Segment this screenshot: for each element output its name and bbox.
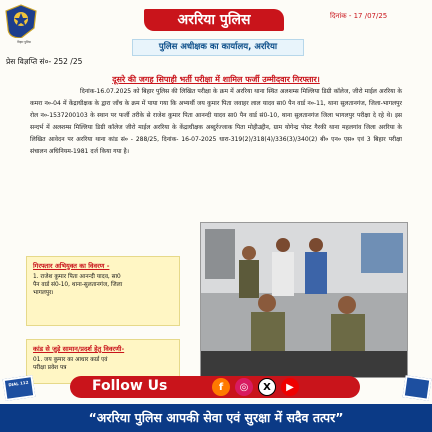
bihar-police-logo-icon	[4, 4, 38, 38]
footer	[0, 374, 432, 432]
arrest-photo	[200, 222, 408, 378]
seized-line: परीक्षा प्रवेश पत्र	[33, 365, 67, 371]
page-title: अररिया पुलिस	[144, 9, 284, 31]
police-badge-icon	[403, 375, 432, 400]
seized-heading: कांड से जुड़े सामान/प्रदर्श हेतु विवरणी-	[33, 345, 125, 353]
youtube-icon[interactable]: ▶	[281, 378, 299, 396]
arrested-details-box	[26, 256, 180, 326]
seized-line: 01. जय कुमार का आधार कार्ड एवं	[33, 357, 108, 363]
dial-112-badge: DIAL 112	[3, 375, 36, 401]
headline: दूसरे की जगह सिपाही भर्ती परीक्षा में शामिल फर्जी उम्मीदवार गिरफ्तार।	[112, 75, 320, 84]
x-icon[interactable]: X	[258, 378, 276, 396]
office-banner: पुलिस अधीक्षक का कार्यालय, अररिया	[132, 39, 304, 56]
facebook-icon[interactable]: f	[212, 378, 230, 396]
logo-caption: बिहार पुलिस	[17, 40, 31, 44]
arrested-line: पैन वार्ड सं0-10, थाना-सुलतानगंज, जिला	[33, 282, 123, 288]
press-body	[30, 86, 402, 158]
slogan: “अररिया पुलिस आपकी सेवा एवं सुरक्षा में सदैव तत्पर”	[0, 404, 432, 432]
press-body-paragraph: दिनांक-16.07.2025 को बिहार पुलिस की लिखित परीक्षा के क्रम में अररिया थाना स्थित अलशम्स मिल्लिया डिग्री कॉलेज, जीरो माईल अररिया के कमरा न०-04 में केंद्राधीक्षक के द्वारा जाँच के क्रम में पाया गया कि अभ्यर्थी जय कुमार पिता जवाहर लाल यादव सा0 पैन वार्ड न०-11, थाना सुलतानगंज, जिला-भागलपुर रोल न०-1537200103 के स्थान पर फर्जी तरीके से राजेश कुमार पिता आनन्दी यादव सा0 पैन वार्ड सं0-10, थाना सुलतानगंज जिला भागलपुर परीक्षा दे रहे थे। इस सन्दर्भ में अलशम्स मिल्लिया डिग्री कॉलेज जीरो माईल अररिया के केंद्राधीक्षक अब्दुर्रज्जाक पिता मोहीउद्दीन, ग्राम योगेन्द्र पोस्ट गैरकी थाना महलगांव जिला अररिया के लिखित आवेदन पर अररिया थाना कांड सं० - 288/25, दिनांक- 16-07-2025 धारा-319(2)/318(4)/336(3)/340(2) बी० एन० एस० एवं 3 बिहार परीक्षा संचालन अधिनियम-1981 दर्ज किया गया है।	[30, 88, 402, 155]
arrested-line: भागलपुर।	[33, 290, 54, 296]
follow-us-label: Follow Us	[92, 378, 168, 394]
instagram-icon[interactable]: ◎	[235, 378, 253, 396]
arrest-photo-illustration	[201, 223, 408, 378]
press-release-number: प्रेस विज्ञप्ति सं०- 252 /25	[6, 57, 83, 66]
arrested-heading: गिरफ्तार अभियुक्त का विवरण -	[33, 262, 110, 270]
arrested-line: 1. राजेश कुमार पिता आनन्दी यादव, सा0	[33, 274, 121, 280]
release-date: दिनांक - 17 /07/25	[330, 12, 388, 20]
